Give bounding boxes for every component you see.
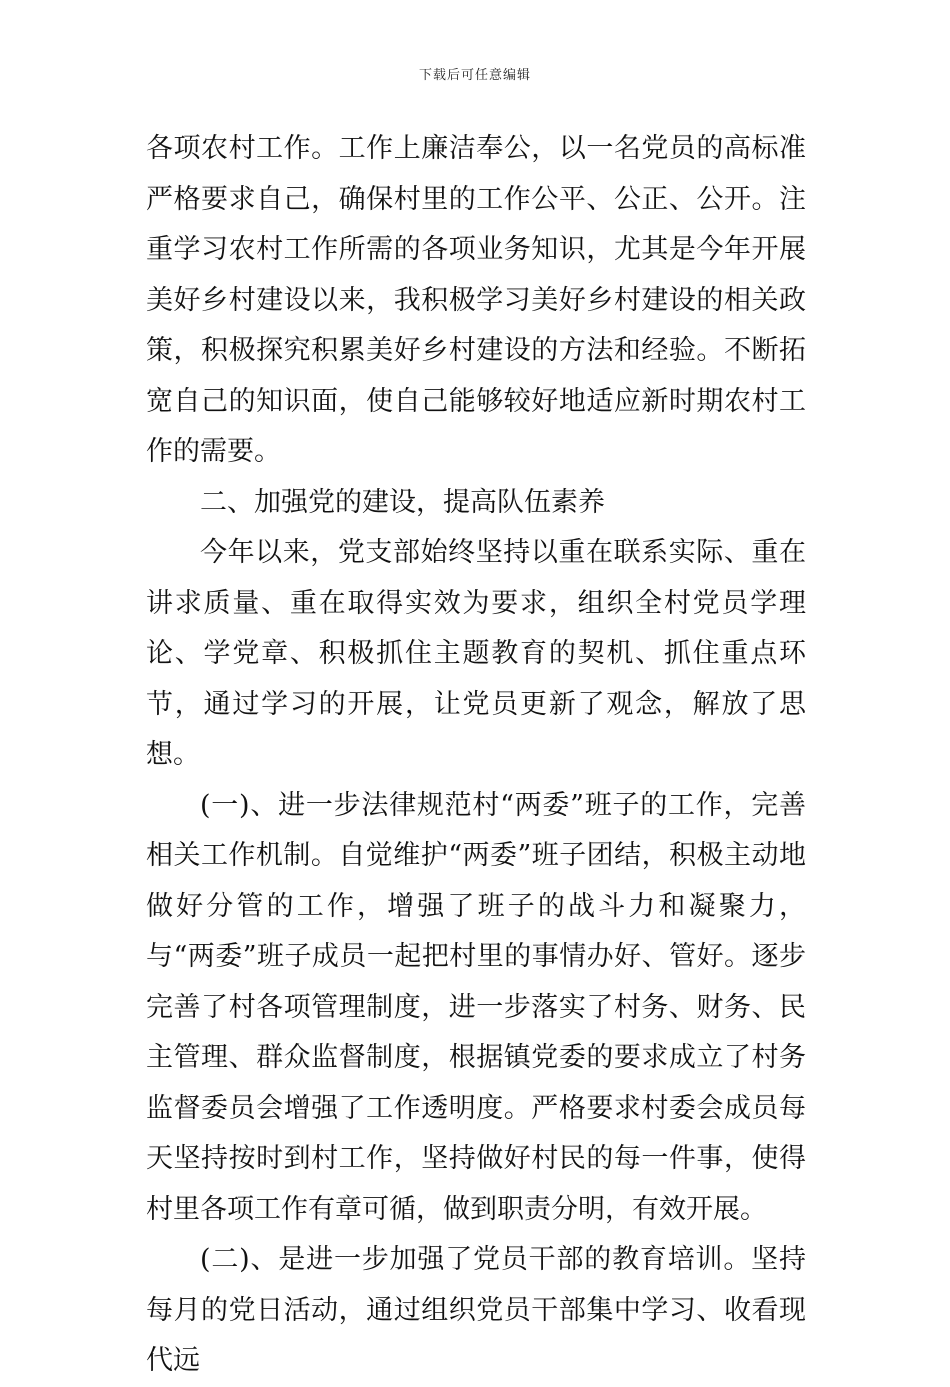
header-note: 下载后可任意编辑 [418, 68, 531, 83]
paragraph-item-1: (一)、进一步法律规范村“两委”班子的工作，完善相关工作机制。自觉维护“两委”班子团结，积极主动地做好分管的工作，增强了班子的战斗力和凝聚力，与“两委”班子成员一起把村里的事情办好、管好。逐步完善了村各项管理制度，进一步落实了村务、财务、民主管理、群众监督制度，根据镇党委的要求成立了村务监督委员会增强了工作透明度。严格要求村委会成员每天坚持按时到村工作，坚持做好村民的每一件事，使得村里各项工作有章可循，做到职责分明，有效开展。 [146, 789, 806, 1225]
section-heading: 二、加强党的建设，提高队伍素养 [200, 486, 605, 518]
document-body [146, 124, 806, 1387]
paragraph-item-2: (二)、是进一步加强了党员干部的教育培训。坚持每月的党日活动，通过组织党员干部集中学习、收看现代远 [146, 1244, 806, 1376]
paragraph-continuation: 各项农村工作。工作上廉洁奉公，以一名党员的高标准严格要求自己，确保村里的工作公平、公正、公开。注重学习农村工作所需的各项业务知识，尤其是今年开展美好乡村建设以来，我积极学习美好乡村建设的相关政策，积极探究积累美好乡村建设的方法和经验。不断拓宽自己的知识面，使自己能够较好地适应新时期农村工作的需要。 [146, 133, 806, 467]
paragraph-study: 今年以来，党支部始终坚持以重在联系实际、重在讲求质量、重在取得实效为要求，组织全村党员学理论、学党章、积极抓住主题教育的契机、抓住重点环节，通过学习的开展，让党员更新了观念，解放了思想。 [146, 537, 806, 770]
